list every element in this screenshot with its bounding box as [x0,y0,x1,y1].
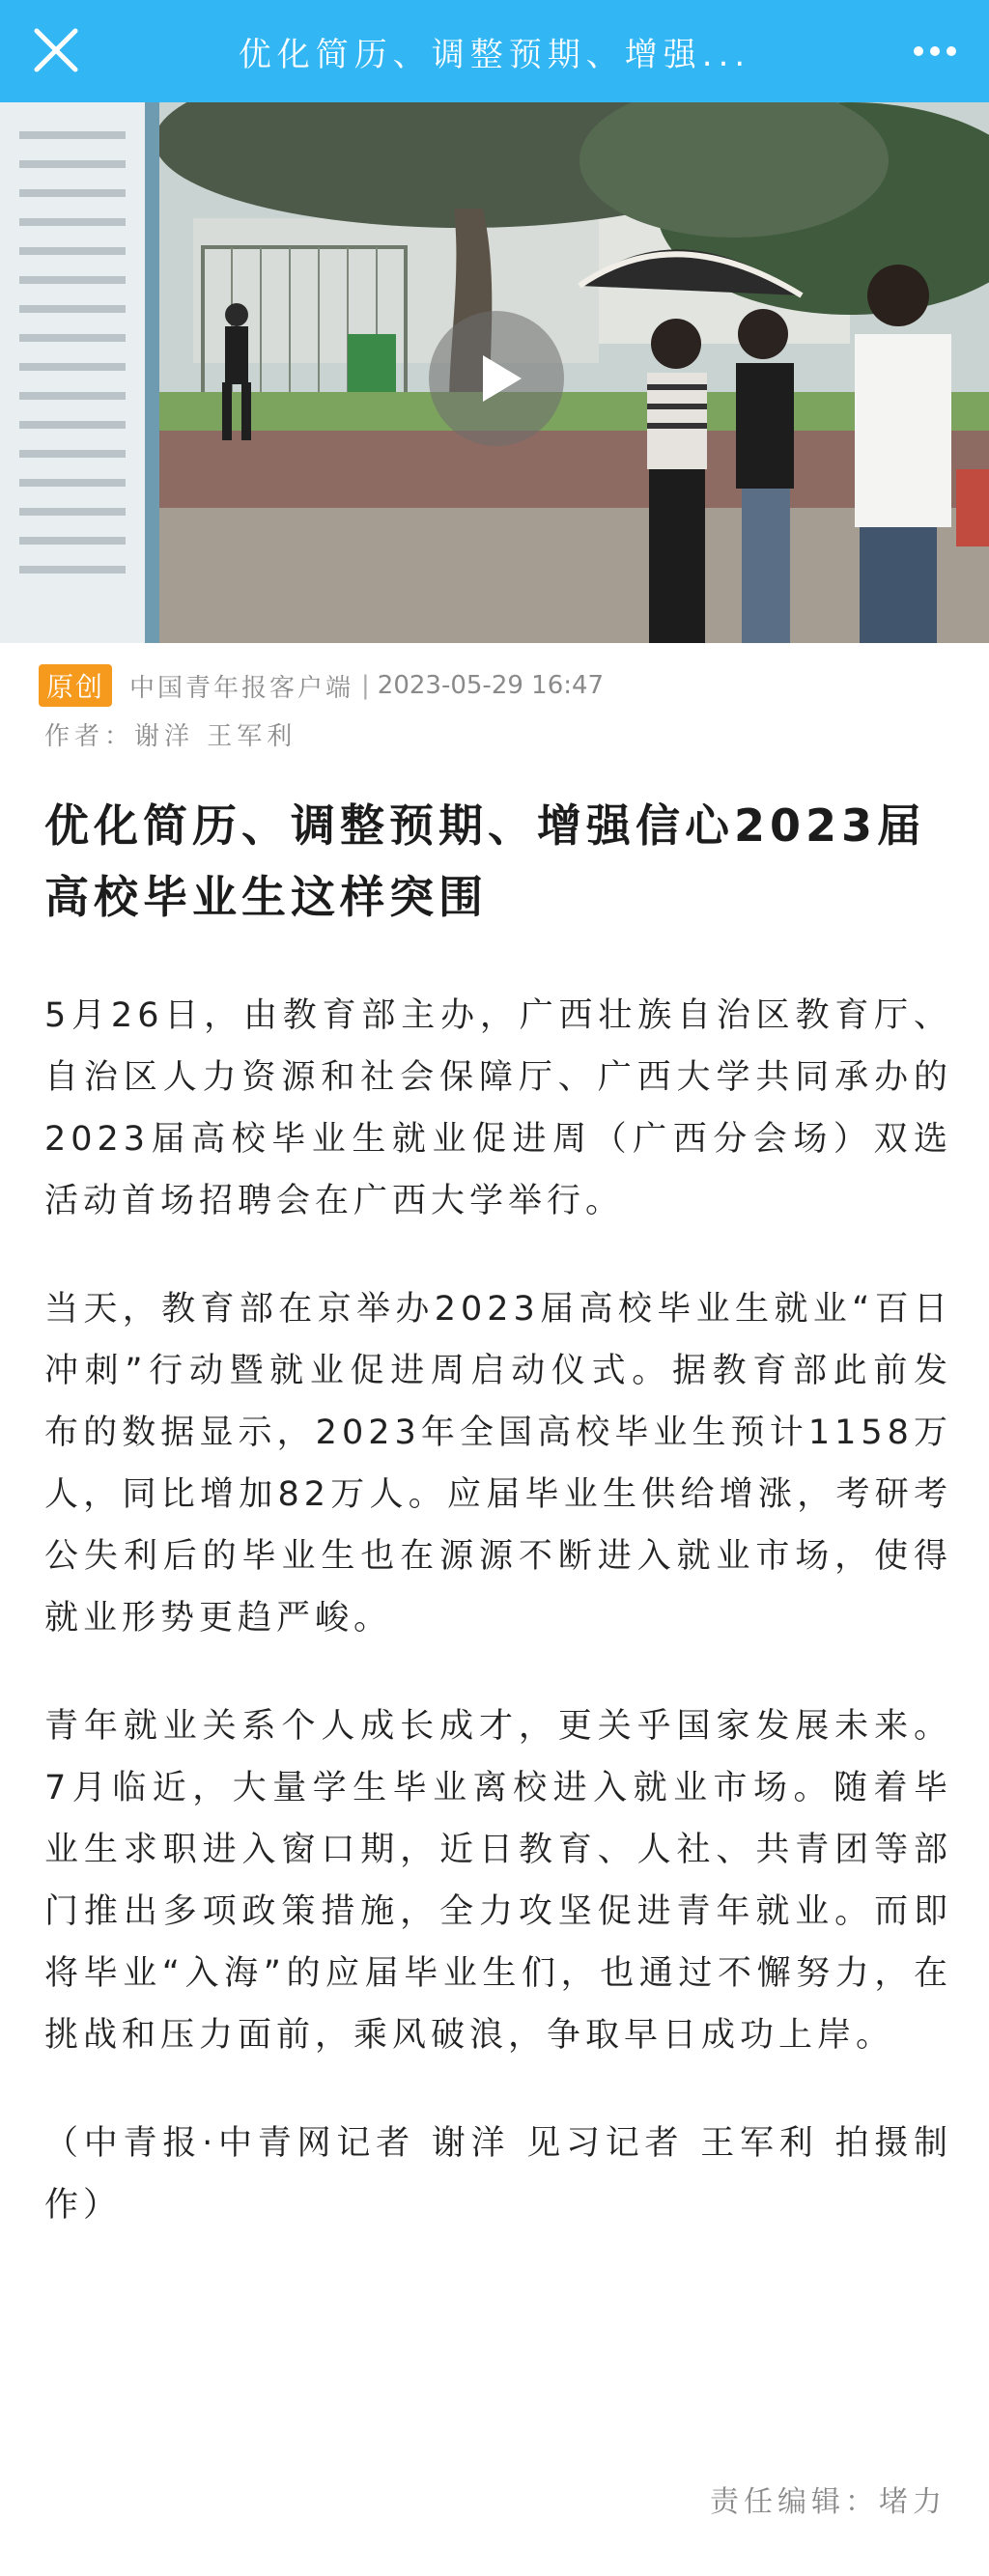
publish-datetime: 2023-05-29 16:47 [377,671,605,700]
play-button[interactable] [429,311,564,446]
video-player[interactable] [0,102,989,643]
article-paragraph: 当天，教育部在京举办2023届高校毕业生就业“百日冲刺”行动暨就业促进周启动仪式。据教育部此前发布的数据显示，2023年全国高校毕业生预计1158万人，同比增加82万人。应届毕业生供给增涨，考研考公失利后的毕业生也在源源不断进入就业市场，使得就业形势更趋严峻。 [44,1290,952,1638]
meta-separator: | [361,671,370,700]
page-title: 优化简历、调整预期、增强... [238,35,751,74]
play-icon [429,311,564,446]
article-title: 优化简历、调整预期、增强信心2023届高校毕业生这样突围 [44,799,927,923]
article-credit: （中青报·中青网记者 谢洋 见习记者 王军利 拍摄制作） [44,2124,952,2225]
more-horizontal-icon[interactable] [904,27,966,75]
article-paragraph: 5月26日，由教育部主办，广西壮族自治区教育厅、自治区人力资源和社会保障厅、广西大学共同承办的2023届高校毕业生就业促进周（广西分会场）双选活动首场招聘会在广西大学举行。 [44,996,952,1220]
article-paragraph: 青年就业关系个人成长成才，更关乎国家发展未来。7月临近，大量学生毕业离校进入就业市场。随着毕业生求职进入窗口期，近日教育、人社、共青团等部门推出多项政策措施，全力攻坚促进青年就业。而即将毕业“入海”的应届毕业生们，也通过不懈努力，在挑战和压力面前，乘风破浪，争取早日成功上岸。 [44,1707,952,2055]
original-badge: 原创 [39,664,112,707]
article-body [44,985,952,2282]
article-meta [39,664,604,707]
source-name[interactable]: 中国青年报客户端 [129,673,354,703]
author-line: 作者：谢洋 王军利 [44,722,297,751]
close-icon[interactable] [27,21,85,79]
responsible-editor: 责任编辑：堵力 [710,2485,947,2519]
top-nav-bar [0,0,989,102]
